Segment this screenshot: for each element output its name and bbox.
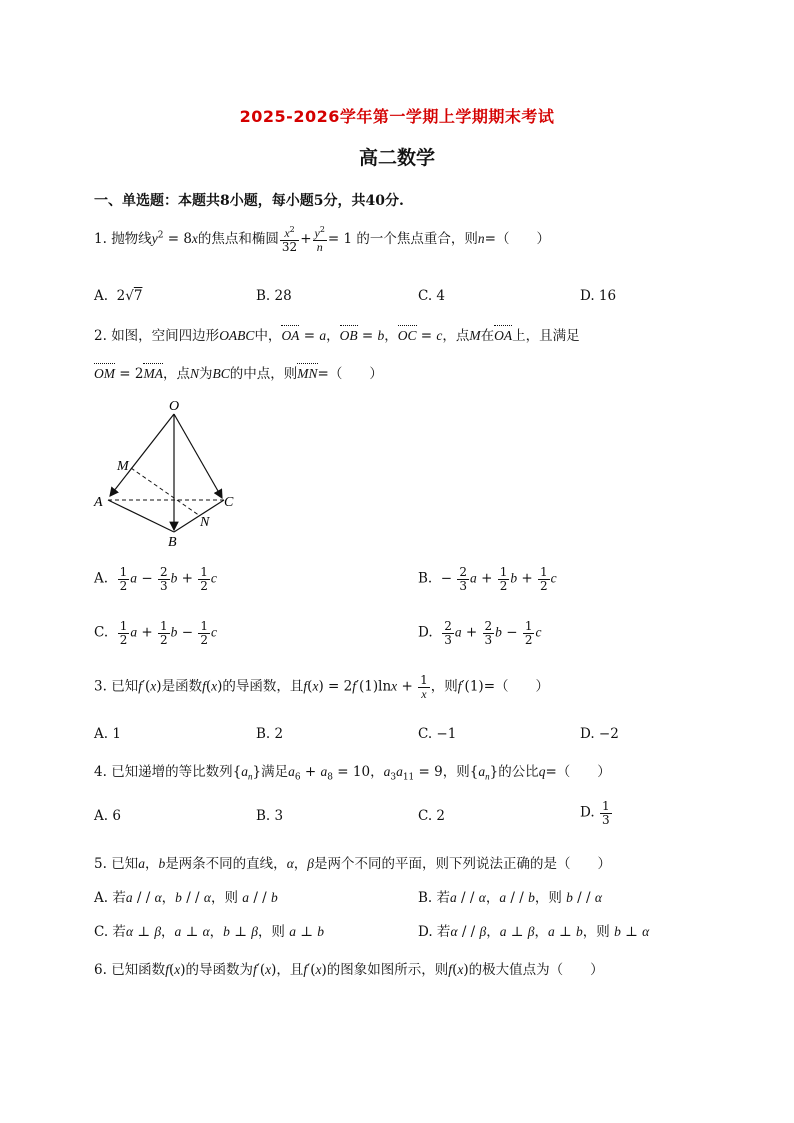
- question-number: 3.: [94, 678, 107, 695]
- label-b: B: [168, 535, 177, 550]
- question-2-line-1: 2. 如图，空间四边形OABC中，OA = a，OB = b，OC = c，点M在OA上，且满足: [94, 328, 580, 344]
- q2-option-d[interactable]: D. $\frac{2}{3}$ a + $\frac{2}{3}$ b − $\frac{1}{2}$ c: [418, 619, 542, 647]
- question-3: 3. 已知f′(x)是函数f(x)的导函数，且f(x) = 2f′(1)lnx + $\frac{1}{x}$ ，则f′(1)=（ ）: [94, 673, 549, 701]
- q4-option-a[interactable]: A. 6: [94, 808, 121, 824]
- question-number: 5.: [94, 856, 107, 872]
- q2-option-b[interactable]: B. − $\frac{2}{3}$ a + $\frac{1}{2}$ b + $\frac{1}{2}$ c: [418, 565, 557, 593]
- label-m: M: [117, 459, 129, 474]
- q4-option-b[interactable]: B. 3: [256, 808, 284, 824]
- question-5: 5. 已知a，b是两条不同的直线，α，β是两个不同的平面，则下列说法正确的是（ ）: [94, 856, 612, 872]
- q4-option-d[interactable]: D. $\frac{1}{3}$: [580, 799, 610, 827]
- q5-option-b[interactable]: B. 若a / / α，a / / b，则 b / / α: [418, 890, 602, 906]
- q1-option-d[interactable]: D. 16: [580, 288, 617, 304]
- label-n: N: [200, 515, 210, 530]
- label-o: O: [169, 399, 180, 414]
- question-number: 6.: [94, 962, 107, 978]
- q2-option-c[interactable]: C. $\frac{1}{2}$ a + $\frac{1}{2}$ b − $\frac{1}{2}$ c: [94, 619, 217, 647]
- section-heading: 一、单选题：本题共8小题，每小题5分，共40分.: [94, 193, 404, 209]
- q3-option-c[interactable]: C. −1: [418, 726, 457, 742]
- question-6: 6. 已知函数f(x)的导函数为f′(x)，且f′(x)的图象如图所示，则f(x)的极大值点为（ ）: [94, 962, 604, 978]
- q1-option-c[interactable]: C. 4: [418, 288, 446, 304]
- question-4: 4. 已知递增的等比数列$\{a_n\}$满足$a_6 + a_8 = 10$，$a_3a_{11} = 9$，则$\{a_n\}$的公比q=（ ）: [94, 764, 611, 783]
- label-a: A: [94, 495, 103, 510]
- question-2-line-2: OM = 2MA，点N为BC的中点，则MN=（ ）: [94, 366, 383, 382]
- q5-option-a[interactable]: A. 若a / / α，b / / α，则 a / / b: [94, 890, 278, 906]
- q3-option-d[interactable]: D. −2: [580, 726, 619, 742]
- q2-option-a[interactable]: A. $\frac{1}{2}$ a − $\frac{2}{3}$ b + $\frac{1}{2}$ c: [94, 565, 217, 593]
- q4-option-c[interactable]: C. 2: [418, 808, 446, 824]
- exam-subtitle: 高二数学: [358, 147, 435, 169]
- q1-option-b[interactable]: B. 28: [256, 288, 292, 304]
- tetrahedron-figure: [90, 392, 250, 552]
- q5-option-c[interactable]: C. 若α ⊥ β，a ⊥ α，b ⊥ β，则 a ⊥ b: [94, 924, 325, 940]
- q5-option-d[interactable]: D. 若α / / β，a ⊥ β，a ⊥ b，则 b ⊥ α: [418, 924, 650, 940]
- question-1: 1. 抛物线$y^2 = 8x$的焦点和椭圆 $\frac{x^2}{32}$ + $\frac{y^2}{n}$ = 1 的一个焦点重合，则n=（ ）: [94, 225, 550, 254]
- question-number: 4.: [94, 764, 107, 780]
- q1-option-a[interactable]: A. 2√7: [94, 288, 143, 304]
- q3-option-a[interactable]: A. 1: [94, 726, 121, 742]
- label-c: C: [224, 495, 234, 510]
- question-number: 2.: [94, 328, 107, 344]
- q3-option-b[interactable]: B. 2: [256, 726, 284, 742]
- question-number: 1.: [94, 231, 107, 248]
- exam-title: 2025-2026学年第一学期上学期期末考试: [239, 107, 555, 126]
